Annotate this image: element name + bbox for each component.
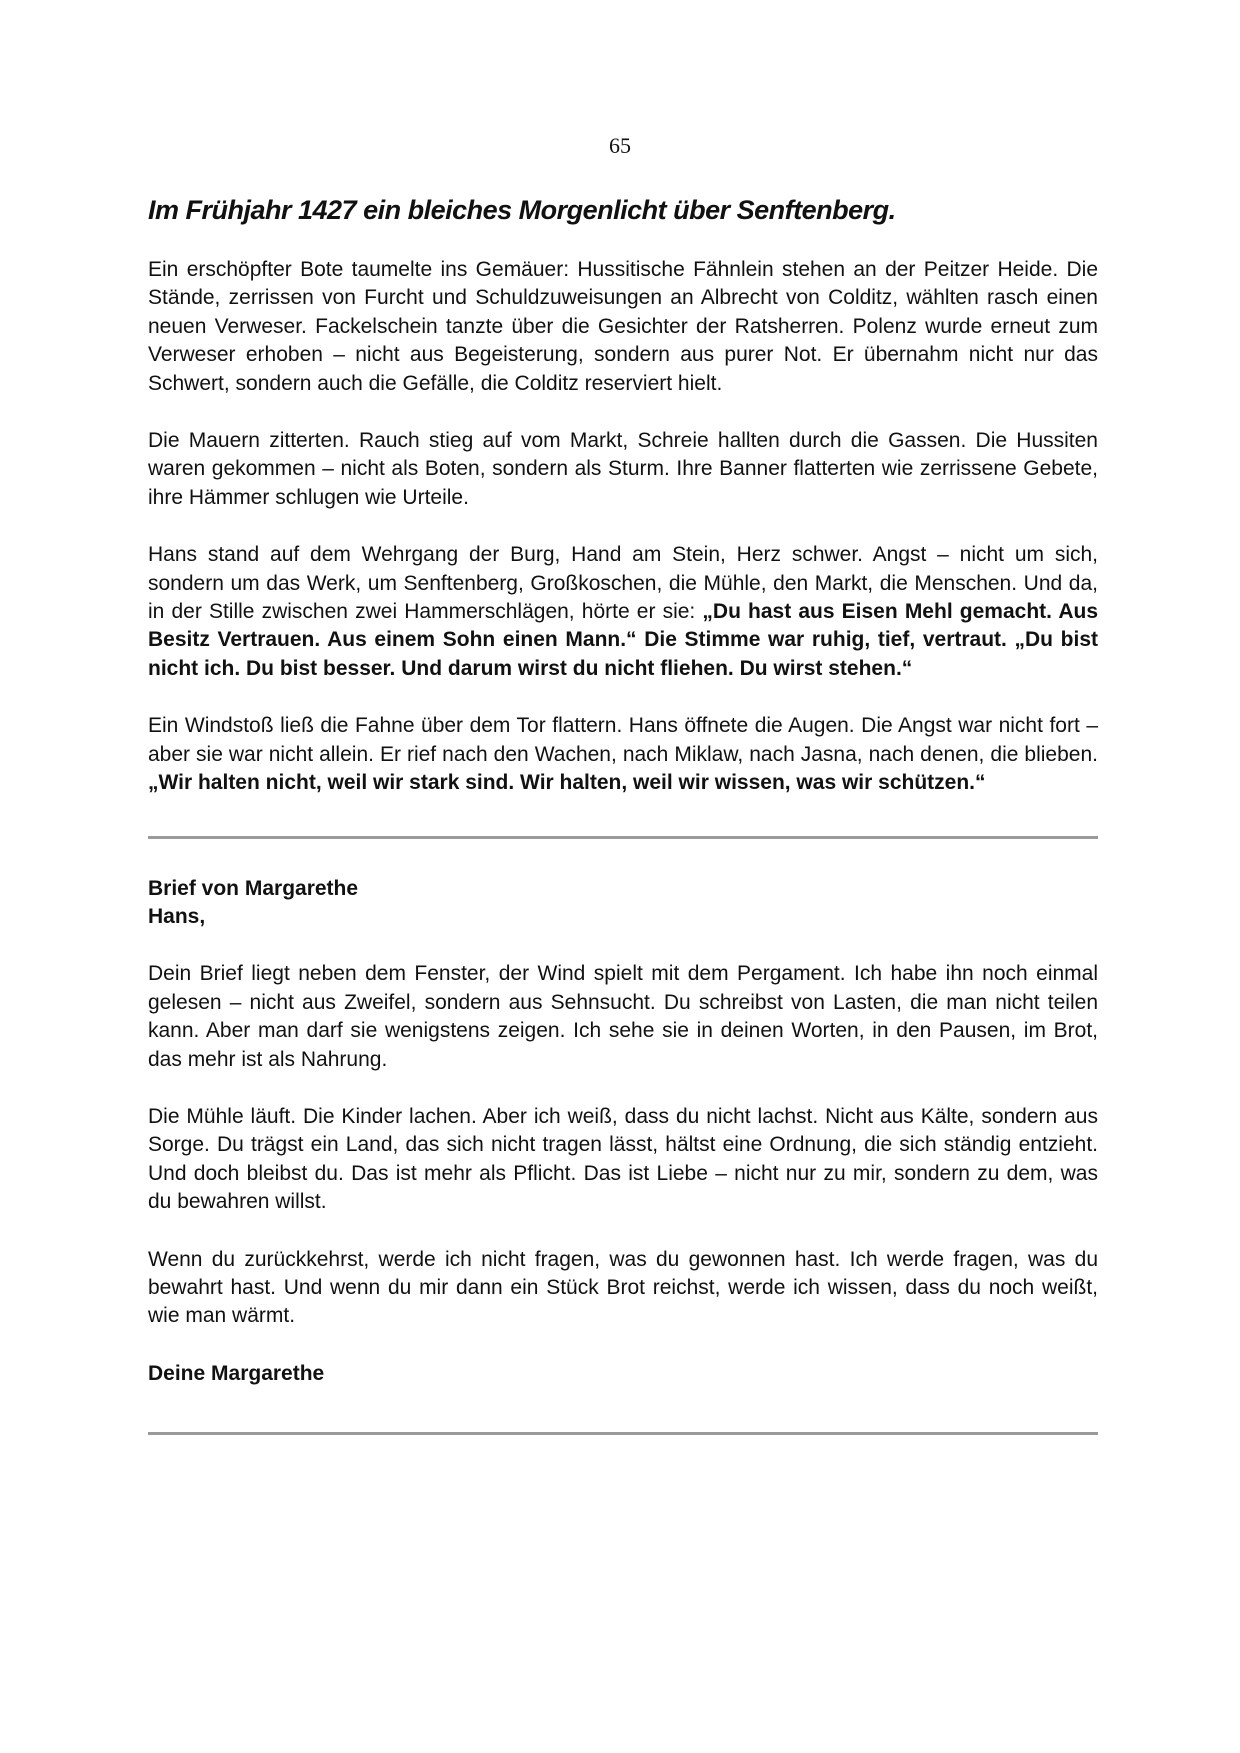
letter-salutation: Hans, xyxy=(148,904,206,928)
section-divider xyxy=(148,836,1098,839)
chapter-paragraph-3 xyxy=(148,541,1098,683)
letter-heading: Brief von Margarethe xyxy=(148,876,359,900)
letter-header xyxy=(148,875,1098,932)
chapter-paragraph-2: Die Mauern zitterten. Rauch stieg auf vom Markt, Schreie hallten durch die Gassen. Die Hussiten waren gekommen – nicht als Boten, sondern als Sturm. Ihre Banner flatterten wie zerrissene Gebete, ihre Hämmer schlugen wie Urteile. xyxy=(148,429,1098,509)
chapter-paragraph-1: Ein erschöpfter Bote taumelte ins Gemäuer: Hussitische Fähnlein stehen an der Peitzer Heide. Die Stände, zerrissen von Furcht und Schuldzuweisungen an Albrecht von Colditz, wählten rasch einen neuen Verweser. Fackelschein tanzte über die Gesichter der Ratsherren. Polenz wurde erneut zum Verweser erhoben – nicht aus Begeisterung, sondern aus purer Not. Er übernahm nicht nur das Schwert, sondern auch die Gefälle, die Colditz reserviert hielt. xyxy=(148,258,1098,395)
chapter-title: Im Frühjahr 1427 ein bleiches Morgenlicht über Senftenberg. xyxy=(148,195,896,225)
paragraph-text: Hans stand auf dem Wehrgang der Burg, Hand am Stein, Herz schwer. Angst – nicht um sich, sondern um das Werk, um Senftenberg, Großkoschen, die Mühle, den Markt, die Menschen. Und da, in der Stille zwischen zwei Hammerschlägen, hörte er sie: xyxy=(148,543,1098,624)
quoted-speech: „Wir halten nicht, weil wir stark sind. Wir halten, weil wir wissen, was wir schützen.“ xyxy=(148,771,986,795)
page-number: 65 xyxy=(609,133,631,158)
letter-signature: Deine Margarethe xyxy=(148,1361,325,1385)
section-divider-end xyxy=(148,1432,1098,1435)
letter-paragraph-1: Dein Brief liegt neben dem Fenster, der Wind spielt mit dem Pergament. Ich habe ihn noch einmal gelesen – nicht aus Zweifel, sondern aus Sehnsucht. Du schreibst von Lasten, die man nicht teilen kann. Aber man darf sie wenigstens zeigen. Ich sehe sie in deinen Worten, in den Pausen, im Brot, das mehr ist als Nahrung. xyxy=(148,962,1098,1071)
letter-paragraph-3: Wenn du zurückkehrst, werde ich nicht fragen, was du gewonnen hast. Ich werde fragen, was du bewahrt hast. Und wenn du mir dann ein Stück Brot reichst, werde ich wissen, dass du noch weißt, wie man wärmt. xyxy=(148,1247,1098,1328)
paragraph-text: Ein Windstoß ließ die Fahne über dem Tor flattern. Hans öffnete die Augen. Die Angst war nicht fort – aber sie war nicht allein. Er rief nach den Wachen, nach Miklaw, nach Jasna, nach denen, die blieben. xyxy=(148,714,1098,766)
page-content xyxy=(148,190,1098,1435)
quoted-speech: „Du hast aus Eisen Mehl gemacht. Aus Besitz Vertrauen. Aus einem Sohn einen Mann.“ Die Stimme war ruhig, tief, vertraut. „Du bist nicht ich. Du bist besser. Und darum wirst du nicht fliehen. Du wirst stehen.“ xyxy=(148,600,1098,680)
chapter-paragraph-4 xyxy=(148,712,1098,797)
letter-paragraph-2: Die Mühle läuft. Die Kinder lachen. Aber ich weiß, dass du nicht lachst. Nicht aus Kälte, sondern aus Sorge. Du trägst ein Land, das sich nicht tragen lässt, hältst eine Ordnung, die sich ständig entzieht. Und doch bleibst du. Das ist mehr als Pflicht. Das ist Liebe – nicht nur zu mir, sondern zu dem, was du bewahren willst. xyxy=(148,1104,1098,1214)
